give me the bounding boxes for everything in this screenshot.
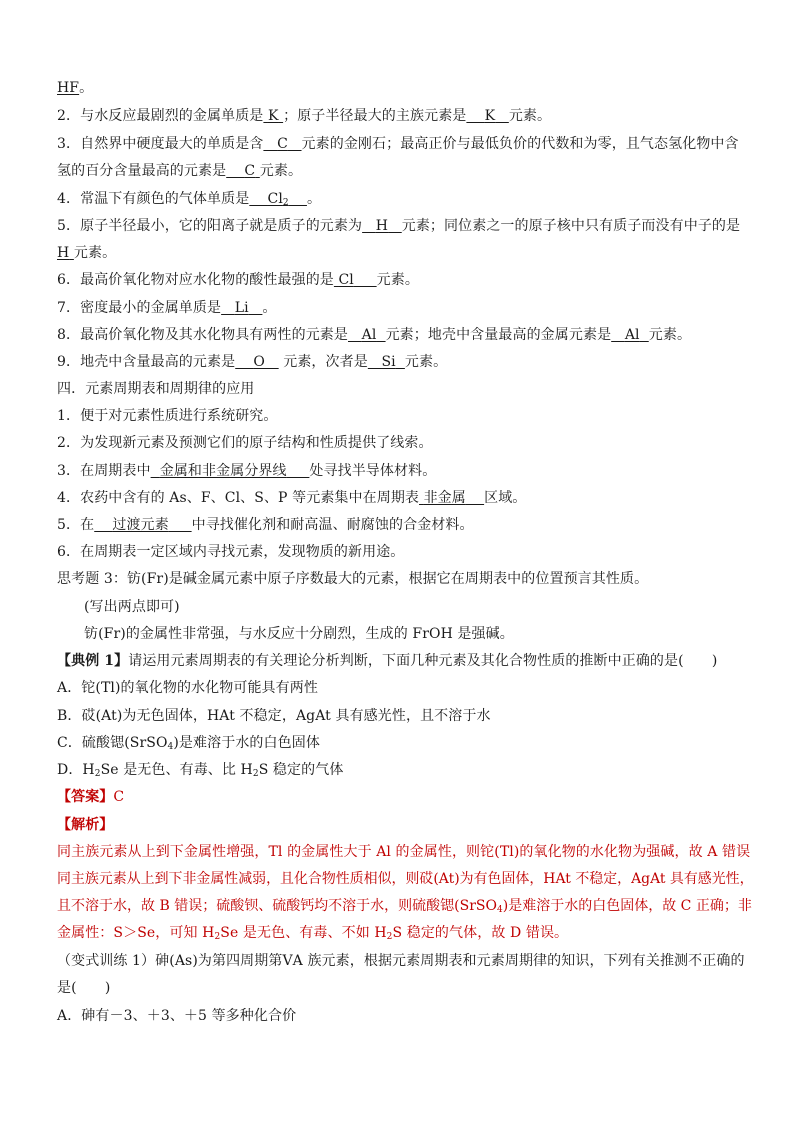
answer-text: C xyxy=(244,163,256,179)
answer-blank xyxy=(334,272,377,288)
text-line: 1．便于对元素性质进行系统研究。 xyxy=(57,408,278,424)
text: )是难溶于水的白色固体 xyxy=(173,735,320,751)
text: 5．原子半径最小，它的阳离子就是质子的元素为 xyxy=(57,218,363,234)
text: ；原子半径最大的主族元素是 xyxy=(283,108,467,124)
answer-text: Li xyxy=(234,300,249,316)
subscript: 4 xyxy=(167,742,174,752)
analysis-text: 同主族元素从上到下金属性增强，Tl 的金属性大于 Al 的金属性，则铊(Tl)的氧化物的水化物为强碱，故 A 错误 xyxy=(57,844,751,860)
analysis-tag: 【解析】 xyxy=(57,817,114,833)
text-line xyxy=(57,216,754,236)
text-line xyxy=(57,189,754,209)
subscript: 2 xyxy=(252,769,259,779)
text-line xyxy=(57,488,754,508)
text: 处寻找半导体材料。 xyxy=(309,463,437,479)
answer-value: C xyxy=(113,789,125,805)
text: 元素。 xyxy=(259,163,303,179)
text: 7．密度最小的金属单质是 xyxy=(57,300,222,316)
answer-blank xyxy=(221,300,262,316)
answer-blank xyxy=(362,218,402,234)
text: 。 xyxy=(262,300,277,316)
text: 且不溶于水，故 B 错误；硫酸钡、硫酸钙均不溶于水，则硫酸锶(SrSO xyxy=(57,898,498,914)
text: 元素；地壳中含量最高的金属元素是 xyxy=(385,327,612,343)
text: )是难溶于水的白色固体，故 C 正确；非 xyxy=(502,898,752,914)
subscript: 2 xyxy=(214,932,221,942)
text: 元素，次者是 xyxy=(283,354,368,370)
text: 中寻找催化剂和耐高温、耐腐蚀的合金材料。 xyxy=(191,517,474,533)
text: 金属性：S＞Se，可知 H xyxy=(57,925,215,941)
text: 4．农药中含有的 As、F、Cl、S、P 等元素集中在周期表 xyxy=(57,490,420,506)
answer-text: K xyxy=(484,108,496,124)
text-line xyxy=(57,515,754,535)
text: 3．自然界中硬度最大的单质是含 xyxy=(57,136,264,152)
answer-text: Si xyxy=(381,354,396,370)
answer-blank xyxy=(466,108,508,124)
option-d xyxy=(57,760,754,780)
question-text: 思考题 3：钫(Fr)是碱金属元素中原子序数最大的元素，根据它在周期表中的位置预言其性质。 xyxy=(57,571,649,587)
text-line xyxy=(57,298,754,318)
answer-text: Cl xyxy=(267,191,283,207)
section-heading: 四．元素周期表和周期律的应用 xyxy=(57,381,255,397)
text: C．硫酸锶(SrSO xyxy=(57,735,168,751)
text: S 稳定的气体 xyxy=(258,762,344,778)
answer-text: 非金属 xyxy=(423,490,466,506)
text: 元素。 xyxy=(648,327,692,343)
text: Se 是无色、有毒、比 H xyxy=(100,762,253,778)
subscript: 2 xyxy=(94,769,101,779)
analysis-text xyxy=(57,896,754,916)
text: 2．与水反应最剧烈的金属单质是 xyxy=(57,108,264,124)
text-line xyxy=(57,243,754,263)
answer-blank xyxy=(249,191,307,207)
answer-blank xyxy=(368,354,405,370)
answer-blank xyxy=(611,327,649,343)
option-a: A．铊(Tl)的氧化物的水化物可能具有两性 xyxy=(57,680,318,696)
answer-blank: HF xyxy=(57,80,80,96)
text: 元素的金刚石；最高正价与最低负价的代数和为零，且气态氢化物中含 xyxy=(301,136,739,152)
answer-blank xyxy=(151,463,310,479)
option-a: A．砷有－3、＋3、＋5 等多种化合价 xyxy=(57,1008,297,1024)
question-text: （变式训练 1）砷(As)为第四周期第ⅤA 族元素，根据元素周期表和元素周期律的知识，下列有关推测不正确的 xyxy=(57,953,745,969)
text: 元素；同位素之一的原子核中只有质子而没有中子的是 xyxy=(401,218,741,234)
answer-text: 过渡元素 xyxy=(112,517,169,533)
text-line xyxy=(57,325,754,345)
text: 。 xyxy=(79,80,94,96)
text: 请运用元素周期表的有关理论分析判断，下面几种元素及其化合物性质的推断中正确的是( ) xyxy=(128,653,718,669)
analysis-text: 同主族元素从上到下非金属性减弱，且化合物性质相似，则砹(At)为有色固体，HAt 不稳定，AgAt 具有感光性， xyxy=(57,871,754,887)
option-c xyxy=(57,733,754,753)
text: 氢的百分含量最高的元素是 xyxy=(57,163,227,179)
text-line: 2．为发现新元素及预测它们的原子结构和性质提供了线索。 xyxy=(57,435,433,451)
answer-blank xyxy=(94,517,191,533)
text: D．H xyxy=(57,762,95,778)
text-line xyxy=(57,78,754,98)
answer-blank xyxy=(226,163,260,179)
text: S 稳定的气体，故 D 错误。 xyxy=(392,925,569,941)
subscript: 4 xyxy=(497,905,503,915)
answer-blank xyxy=(57,245,74,261)
text-line xyxy=(57,134,754,154)
text: 4．常温下有颜色的气体单质是 xyxy=(57,191,250,207)
text-line xyxy=(57,106,754,126)
answer-text: O xyxy=(253,354,265,370)
answer-text: H xyxy=(57,245,70,261)
answer-text: 金属和非金属分界线 xyxy=(159,463,287,479)
answer-text: Cl xyxy=(338,272,354,288)
answer-blank xyxy=(263,136,301,152)
text-line xyxy=(57,651,754,671)
text: 元素。 xyxy=(404,354,448,370)
text: 元素。 xyxy=(73,245,117,261)
text-line xyxy=(57,270,754,290)
subscript: 2 xyxy=(386,932,393,942)
text: 8．最高价氧化物及其水化物具有两性的元素是 xyxy=(57,327,349,343)
text-line xyxy=(57,161,754,181)
option-b: B．砹(At)为无色固体，HAt 不稳定，AgAt 具有感光性，且不溶于水 xyxy=(57,708,491,724)
text: 元素。 xyxy=(376,272,419,288)
question-text: 是( ) xyxy=(57,980,111,996)
text-line xyxy=(57,352,754,372)
answer-line xyxy=(57,787,754,807)
subscript: 2 xyxy=(282,198,289,208)
text: 区域。 xyxy=(484,490,527,506)
text: Se 是无色、有毒、不如 H xyxy=(220,925,387,941)
answer-blank xyxy=(235,354,278,370)
example-tag: 【典例 1】 xyxy=(57,653,129,669)
analysis-text xyxy=(57,923,754,943)
text: 9．地壳中含量最高的元素是 xyxy=(57,354,236,370)
text-line: 6．在周期表一定区域内寻找元素，发现物质的新用途。 xyxy=(57,544,405,560)
answer-text: Al xyxy=(361,327,377,343)
answer-text: 钫(Fr)的金属性非常强，与水反应十分剧烈，生成的 FrOH 是强碱。 xyxy=(84,626,514,642)
text: 元素。 xyxy=(508,108,552,124)
text: 3．在周期表中 xyxy=(57,463,151,479)
answer-text: K xyxy=(267,108,279,124)
answer-blank xyxy=(348,327,386,343)
answer-blank xyxy=(263,108,283,124)
answer-text: H xyxy=(375,218,389,234)
answer-text: C xyxy=(277,136,288,152)
question-hint: (写出两点即可) xyxy=(84,599,180,615)
answer-blank xyxy=(419,490,484,506)
answer-text: Al xyxy=(624,327,640,343)
answer-tag: 【答案】 xyxy=(57,789,114,805)
text: 5．在 xyxy=(57,517,95,533)
text: 。 xyxy=(306,191,322,207)
text: 6．最高价氧化物对应水化物的酸性最强的是 xyxy=(57,272,334,288)
text-line xyxy=(57,461,754,481)
